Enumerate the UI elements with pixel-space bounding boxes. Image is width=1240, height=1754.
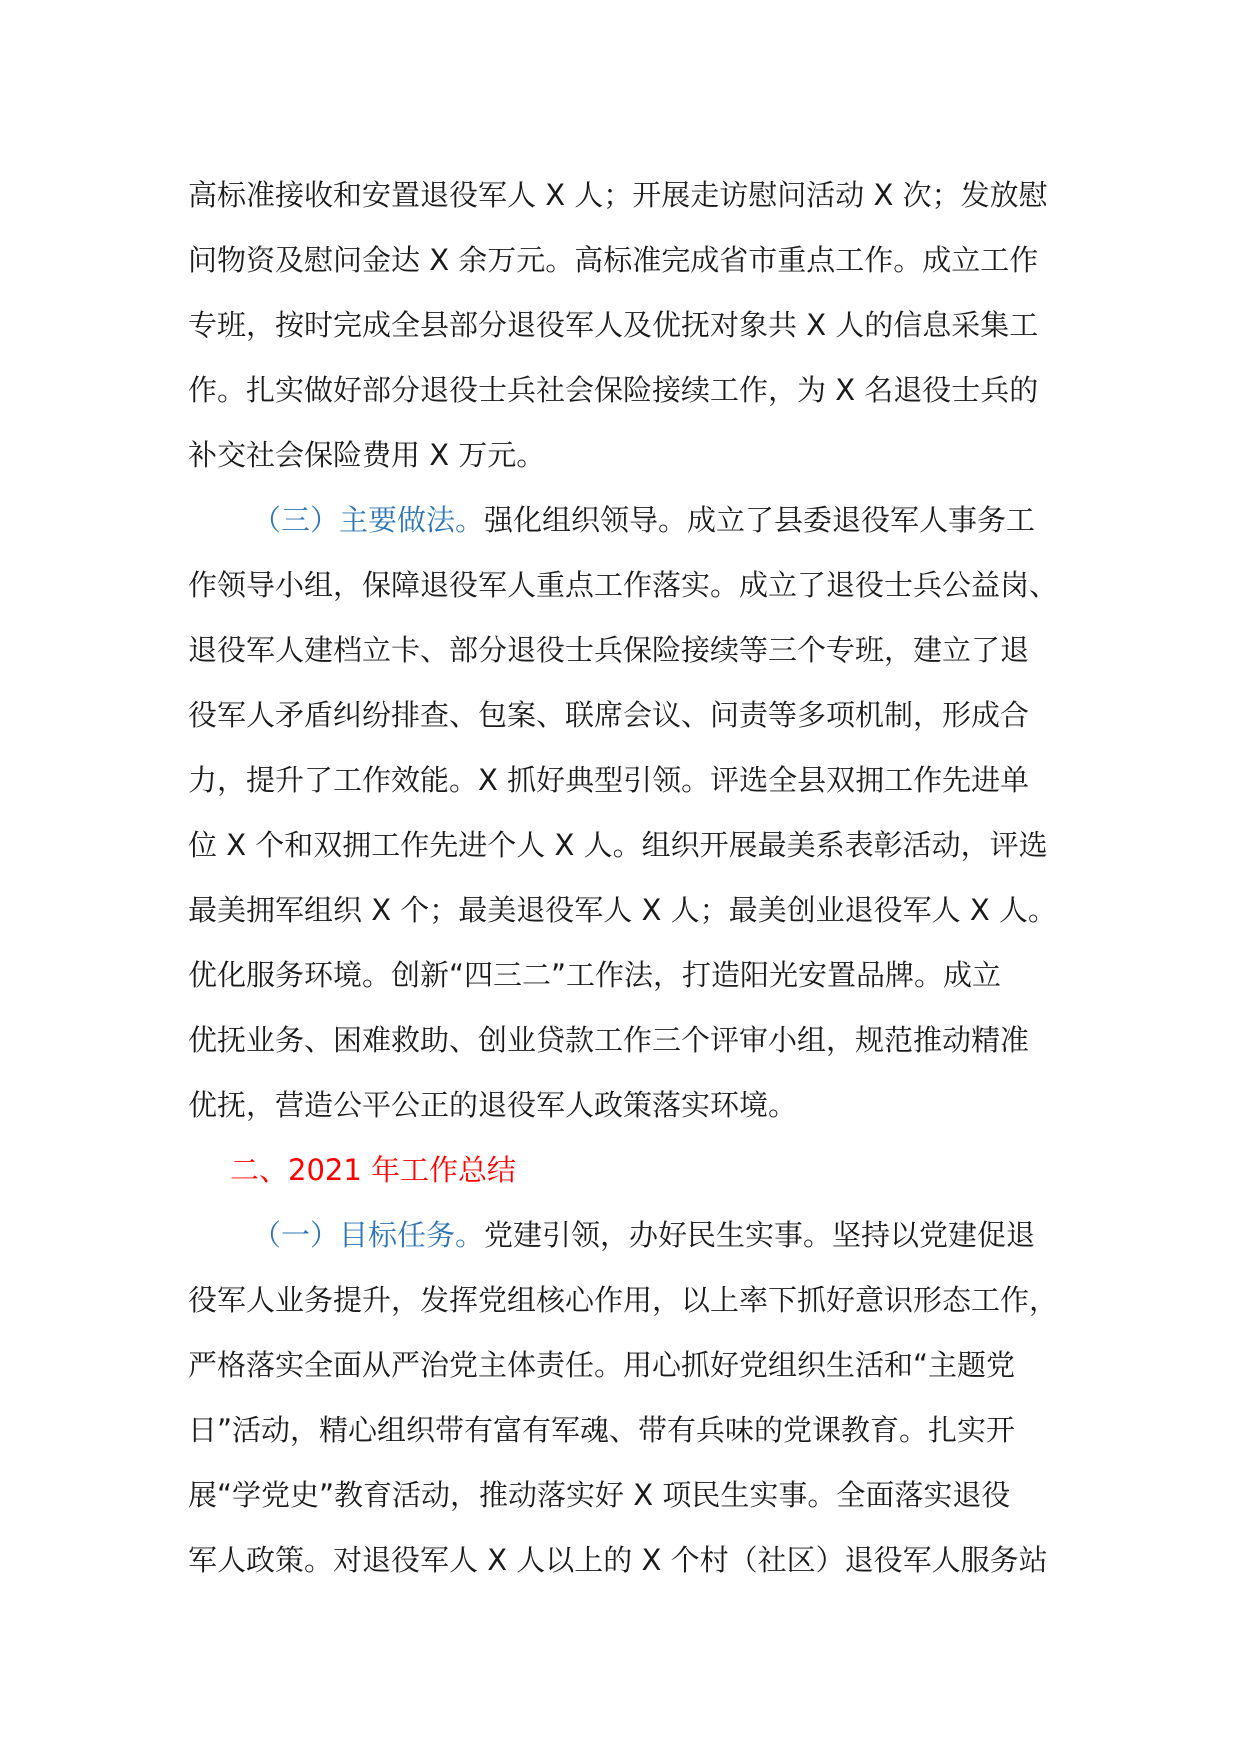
text-line: 作。扎实做好部分退役士兵社会保险接续工作，为 X 名退役士兵的 (188, 373, 1039, 407)
text-line: 役军人业务提升，发挥党组核心作用，以上率下抓好意识形态工作， (188, 1283, 1059, 1317)
text-line: 优化服务环境。创新“四三二”工作法，打造阳光安置品牌。成立 (188, 958, 1002, 992)
subsection-heading: （三）主要做法。 (252, 503, 485, 537)
text-line: 位 X 个和双拥工作先进个人 X 人。组织开展最美系表彰活动，评选 (188, 828, 1048, 862)
text-line: 最美拥军组织 X 个；最美退役军人 X 人；最美创业退役军人 X 人。 (188, 893, 1057, 927)
text-line (188, 488, 1078, 553)
paragraph-2 (188, 488, 1078, 1138)
text-line: 日”活动，精心组织带有富有军魂、带有兵味的党课教育。扎实开 (188, 1413, 1016, 1447)
text-line: 退役军人建档立卡、部分退役士兵保险接续等三个专班，建立了退 (188, 633, 1030, 667)
text-run: 强化组织领导。成立了县委退役军人事务工 (484, 503, 1036, 537)
paragraph-3 (188, 1203, 1078, 1593)
text-line: 补交社会保险费用 X 万元。 (188, 438, 546, 472)
text-line: 高标准接收和安置退役军人 X 人；开展走访慰问活动 X 次；发放慰 (188, 178, 1048, 212)
text-line: 问物资及慰问金达 X 余万元。高标准完成省市重点工作。成立工作 (188, 243, 1039, 277)
text-line: 役军人矛盾纠纷排查、包案、联席会议、问责等多项机制，形成合 (188, 698, 1030, 732)
text-run: 党建引领，办好民生实事。坚持以党建促退 (484, 1218, 1036, 1252)
paragraph-1 (188, 163, 1078, 488)
text-line: 优抚业务、困难救助、创业贷款工作三个评审小组，规范推动精准 (188, 1023, 1030, 1057)
section-title: 二、2021 年工作总结 (230, 1153, 517, 1187)
subsection-heading: （一）目标任务。 (252, 1218, 485, 1252)
text-line: 严格落实全面从严治党主体责任。用心抓好党组织生活和“主题党 (188, 1348, 1016, 1382)
text-line: 展“学党史”教育活动，推动落实好 X 项民生实事。全面落实退役 (188, 1478, 1011, 1512)
text-line: 作领导小组，保障退役军人重点工作落实。成立了退役士兵公益岗、 (188, 568, 1059, 602)
text-line: 军人政策。对退役军人 X 人以上的 X 个村（社区）退役军人服务站 (188, 1543, 1048, 1577)
text-line: 专班，按时完成全县部分退役军人及优抚对象共 X 人的信息采集工 (188, 308, 1039, 342)
document-page (188, 163, 1078, 1593)
text-line (188, 1203, 1078, 1268)
text-line: 力，提升了工作效能。X 抓好典型引领。评选全县双拥工作先进单 (188, 763, 1030, 797)
text-line: 优抚，营造公平公正的退役军人政策落实环境。 (188, 1088, 798, 1122)
